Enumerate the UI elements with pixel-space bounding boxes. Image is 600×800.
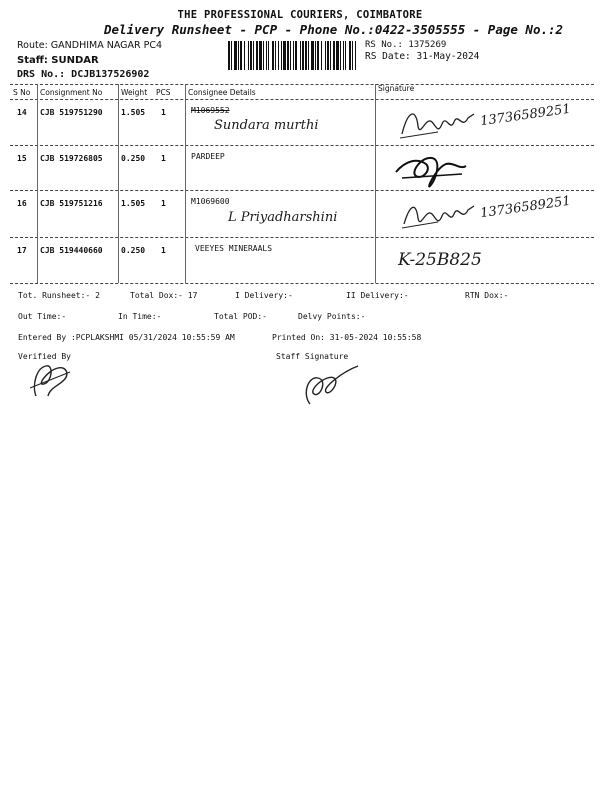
ii-delivery: II Delivery:- — [346, 291, 409, 300]
receiver-signature — [398, 104, 476, 144]
handwritten-name: Sundara murthi — [214, 118, 319, 133]
handwritten-phone: 13736589251 — [479, 101, 572, 130]
total-pod: Total POD:- — [214, 312, 267, 321]
entered-by: Entered By :PCPLAKSHMI 05/31/2024 10:55:59 AM — [18, 333, 235, 342]
col-header-consignment: Consignment No — [40, 88, 103, 97]
table-header-rule — [10, 99, 594, 100]
i-delivery: I Delivery:- — [235, 291, 293, 300]
row-consignment: CJB 519440660 — [40, 246, 103, 255]
rtn-dox: RTN Dox:- — [465, 291, 509, 300]
column-divider — [375, 84, 376, 283]
row-weight: 1.505 — [121, 199, 146, 208]
in-time: In Time:- — [118, 312, 162, 321]
row-sno: 17 — [17, 246, 27, 255]
company-name: THE PROFESSIONAL COURIERS, COIMBATORE — [177, 9, 423, 21]
staff-label: Staff: SUNDAR — [17, 55, 99, 66]
table-top-rule — [10, 84, 594, 85]
row-sno: 15 — [17, 154, 27, 163]
row-consignee: VEEYES MINERAALS — [195, 244, 273, 253]
verifier-signature — [26, 358, 78, 400]
verified-by-label: Verified By — [18, 352, 71, 361]
row-pcs: 1 — [161, 246, 166, 255]
out-time: Out Time:- — [18, 312, 67, 321]
row-pcs: 1 — [161, 108, 166, 117]
column-divider — [118, 84, 119, 283]
column-divider — [37, 84, 38, 283]
row-weight: 0.250 — [121, 154, 146, 163]
staff-signature — [296, 364, 362, 412]
handwritten-phone: 13736589251 — [479, 193, 572, 222]
row-weight: 0.250 — [121, 246, 146, 255]
receiver-signature — [400, 196, 476, 236]
row-pcs: 1 — [161, 199, 166, 208]
col-header-signature: Signature — [378, 84, 415, 93]
runsheet-title: Delivery Runsheet - PCP - Phone No.:0422-3505555 - Page No.:2 — [104, 22, 564, 37]
route-label: Route: GANDHIMA NAGAR PC4 — [17, 40, 163, 51]
barcode — [228, 41, 358, 70]
handwritten-signature-code: K-25B825 — [398, 250, 482, 270]
column-divider — [185, 84, 186, 283]
row-sno: 14 — [17, 108, 27, 117]
row-divider — [10, 190, 594, 191]
row-weight: 1.505 — [121, 108, 146, 117]
col-header-consignee: Consignee Details — [188, 88, 256, 97]
col-header-weight: Weight — [121, 88, 148, 97]
row-divider — [10, 237, 594, 238]
total-dox: Total Dox:- 17 — [130, 291, 198, 300]
row-consignee: M1069600 — [191, 197, 230, 206]
row-pcs: 1 — [161, 154, 166, 163]
col-header-pcs: PCS — [156, 88, 171, 97]
row-consignment: CJB 519751216 — [40, 199, 103, 208]
drs-number: DRS No.: DCJB137526902 — [17, 69, 150, 80]
staff-signature-label: Staff Signature — [276, 352, 349, 361]
row-sno: 16 — [17, 199, 27, 208]
col-header-sno: S No — [13, 88, 31, 97]
delvy-points: Delvy Points:- — [298, 312, 366, 321]
row-consignee: PARDEEP — [191, 152, 225, 161]
tot-runsheet: Tot. Runsheet:- 2 — [18, 291, 100, 300]
row-divider — [10, 145, 594, 146]
row-consignee: M1069552 — [191, 106, 230, 115]
rs-number: RS No.: 1375269 — [365, 40, 447, 50]
receiver-signature — [392, 150, 470, 192]
printed-on: Printed On: 31-05-2024 10:55:58 — [272, 333, 422, 342]
rs-date: RS Date: 31-May-2024 — [365, 51, 480, 62]
row-consignment: CJB 519726805 — [40, 154, 103, 163]
handwritten-name: L Priyadharshini — [228, 210, 338, 225]
row-consignment: CJB 519751290 — [40, 108, 103, 117]
table-bottom-rule — [10, 283, 594, 284]
